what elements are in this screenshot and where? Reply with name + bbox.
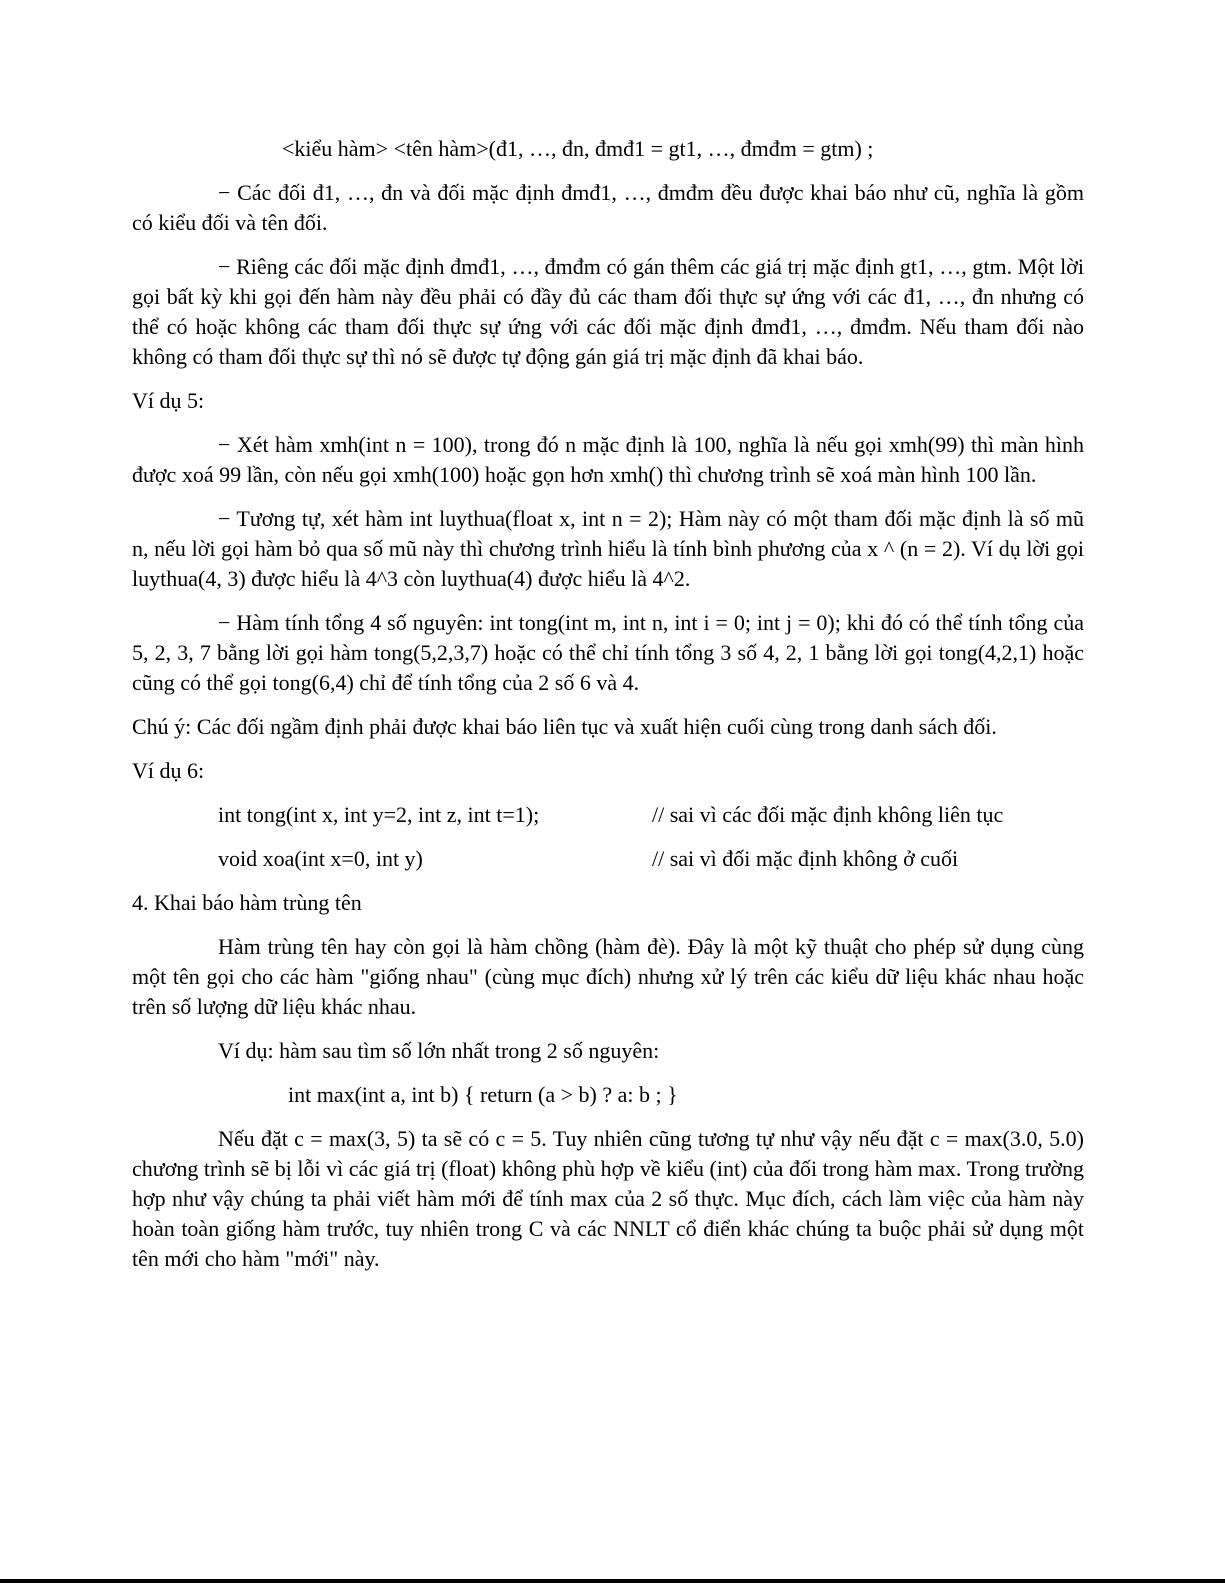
paragraph-overloading-intro: Hàm trùng tên hay còn gọi là hàm chồng (hàm đè). Đây là một kỹ thuật cho phép sử dụng cùng một tên gọi cho các hàm "giống nhau" (cùng mục đích) nhưng xử lý trên các kiểu dữ liệu khác nhau hoặc trên số lượng dữ liệu khác nhau.	[132, 934, 1084, 1019]
section-heading-overloading: 4. Khai báo hàm trùng tên	[132, 890, 362, 915]
paragraph-tong-example: − Hàm tính tổng 4 số nguyên: int tong(int m, int n, int i = 0; int j = 0); khi đó có thể tính tổng của 5, 2, 3, 7 bằng lời gọi hàm tong(5,2,3,7) hoặc có thể chỉ tính tổng 3 số 4, 2, 1 bằng lời gọi tong(4,2,1) hoặc cũng có thể gọi tong(6,4) chỉ để tính tổng của 2 số 6 và 4.	[132, 610, 1084, 695]
code-max-function: int max(int a, int b) { return (a > b) ? a: b ; }	[288, 1082, 678, 1107]
function-prototype-formula: <kiểu hàm> <tên hàm>(đ1, …, đn, đmđ1 = gt1, …, đmđm = gtm) ;	[282, 136, 874, 161]
paragraph-xmh-example: − Xét hàm xmh(int n = 100), trong đó n mặc định là 100, nghĩa là nếu gọi xmh(99) thì màn hình được xoá 99 lần, còn nếu gọi xmh(100) hoặc gọn hơn xmh() thì chương trình sẽ xoá màn hình 100 lần.	[132, 432, 1084, 487]
paragraph-max-explanation: Nếu đặt c = max(3, 5) ta sẽ có c = 5. Tuy nhiên cũng tương tự như vậy nếu đặt c = max(3.0, 5.0) chương trình sẽ bị lỗi vì các giá trị (float) không phù hợp về kiểu (int) của đối trong hàm max. Trong trường hợp như vậy chúng ta phải viết hàm mới để tính max của 2 số thực. Mục đích, cách làm việc của hàm này hoàn toàn giống hàm trước, tuy nhiên trong C và các NNLT cổ điển khác chúng ta buộc phải sử dụng một tên mới cho hàm "mới" này.	[132, 1126, 1084, 1271]
code-line-1: int tong(int x, int y=2, int z, int t=1);	[218, 802, 540, 827]
example-max-intro: Ví dụ: hàm sau tìm số lớn nhất trong 2 số nguyên:	[218, 1038, 660, 1063]
note-contiguous-defaults: Chú ý: Các đối ngầm định phải được khai báo liên tục và xuất hiện cuối cùng trong danh sách đối.	[132, 714, 997, 739]
code-comment-2: // sai vì đối mặc định không ở cuối	[652, 846, 959, 871]
example5-label: Ví dụ 5:	[132, 388, 205, 413]
code-line-row-2	[132, 844, 1084, 874]
code-line-2: void xoa(int x=0, int y)	[218, 846, 423, 871]
paragraph-default-args-values: − Riêng các đối mặc định đmđ1, …, đmđm có gán thêm các giá trị mặc định gt1, …, gtm. Một lời gọi bất kỳ khi gọi đến hàm này đều phải có đầy đủ các tham đối thực sự ứng với các đ1, …, đn nhưng có thể có hoặc không các tham đối thực sự ứng với các đối mặc định đmđ1, …, đmđm. Nếu tham đối nào không có tham đối thực sự thì nó sẽ được tự động gán giá trị mặc định đã khai báo.	[132, 254, 1084, 369]
paragraph-luythua-example: − Tương tự, xét hàm int luythua(float x, int n = 2); Hàm này có một tham đối mặc định là số mũ n, nếu lời gọi hàm bỏ qua số mũ này thì chương trình hiểu là tính bình phương của x ^ (n = 2). Ví dụ lời gọi luythua(4, 3) được hiểu là 4^3 còn luythua(4) được hiểu là 4^2.	[132, 506, 1084, 591]
page-bottom-border	[0, 1579, 1225, 1583]
code-line-row-1	[132, 800, 1084, 830]
code-comment-1: // sai vì các đối mặc định không liên tục	[652, 802, 1004, 827]
example6-label: Ví dụ 6:	[132, 758, 205, 783]
text-block	[132, 134, 1084, 1288]
paragraph-default-args-decl: − Các đối đ1, …, đn và đối mặc định đmđ1, …, đmđm đều được khai báo như cũ, nghĩa là gồm có kiểu đối và tên đối.	[132, 180, 1084, 235]
